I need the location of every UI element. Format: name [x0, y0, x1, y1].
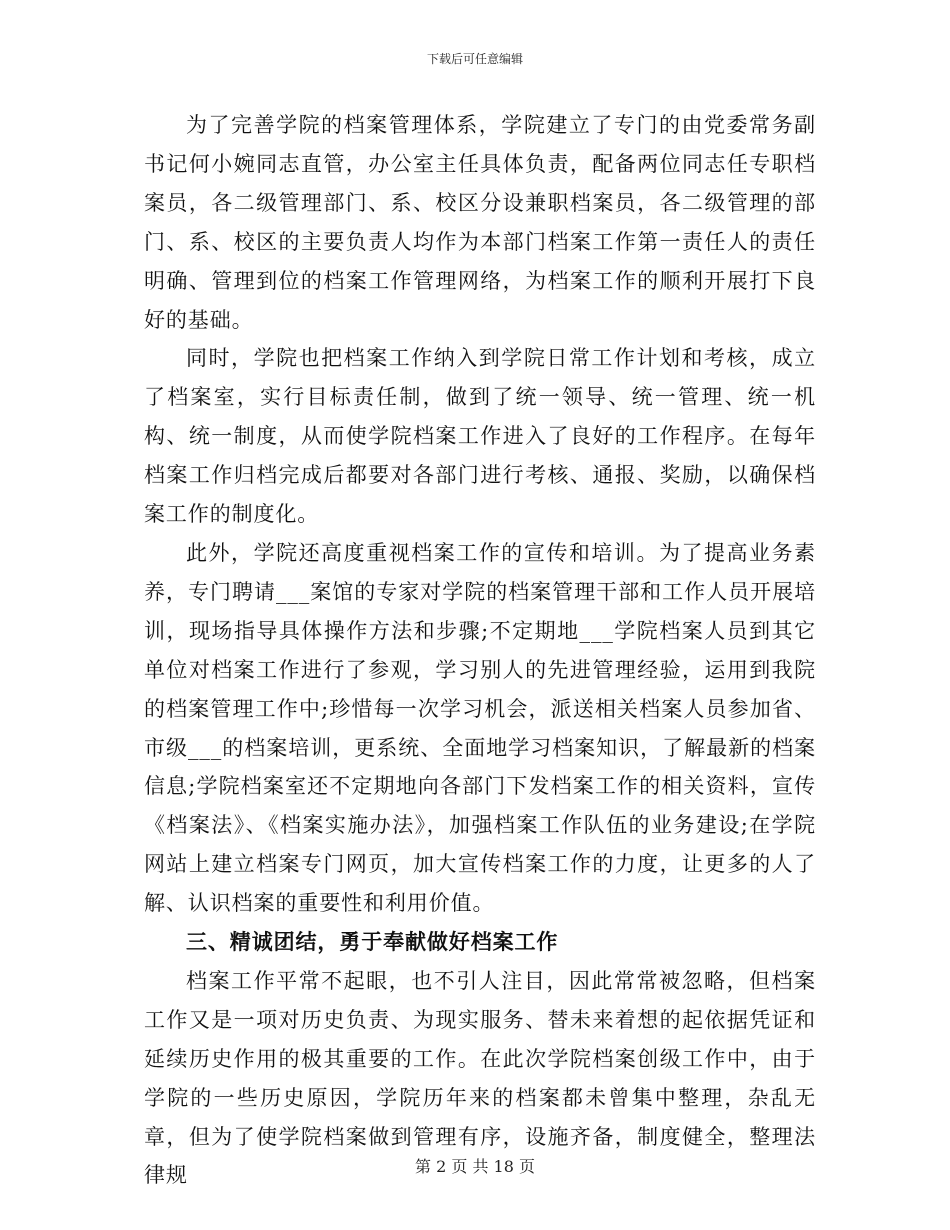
page-header: 下载后可任意编辑: [426, 52, 523, 66]
paragraph-archive-room: 同时，学院也把档案工作纳入到学院日常工作计划和考核，成立了档案室，实行目标责任制，做到了统一领导、统一管理、统一机构、统一制度，从而使学院档案工作进入了良好的工作程序。在每年档案工作归档完成后都要对各部门进行考核、通报、奖励，以确保档案工作的制度化。: [144, 346, 816, 527]
page-footer: 第 2 页 共 18 页: [415, 1157, 535, 1176]
section-heading: 三、精诚团结，勇于奉献做好档案工作: [186, 929, 559, 955]
paragraph-dedication: 档案工作平常不起眼，也不引人注目，因此常常被忽略，但档案工作又是一项对历史负责、为现实服务、替未来着想的起依据凭证和延续历史作用的极其重要的工作。在此次学院档案创级工作中，由于学院的一些历史原因，学院历年来的档案都未曾集中整理，杂乱无章，但为了使学院档案做到管理有序，设施齐备，制度健全，整理法律规: [144, 968, 816, 1188]
paragraph-training: 此外，学院还高度重视档案工作的宣传和培训。为了提高业务素养，专门聘请___案馆的专家对学院的档案管理干部和工作人员开展培训，现场指导具体操作方法和步骤;不定期地___学院档案人员到其它单位对档案工作进行了参观，学习别人的先进管理经验，运用到我院的档案管理工作中;珍惜每一次学习机会，派送相关档案人员参加省、市级___的档案培训，更系统、全面地学习档案知识，了解最新的档案信息;学院档案室还不定期地向各部门下发档案工作的相关资料，宣传《档案法》、《档案实施办法》，加强档案工作队伍的业务建设;在学院网站上建立档案专门网页，加大宣传档案工作的力度，让更多的人了解、认识档案的重要性和利用价值。: [144, 540, 816, 916]
document-body: [144, 106, 816, 1195]
paragraph-archive-system: 为了完善学院的档案管理体系，学院建立了专门的由党委常务副书记何小婉同志直管，办公室主任具体负责，配备两位同志任专职档案员，各二级管理部门、系、校区分设兼职档案员，各二级管理的部门、系、校区的主要负责人均作为本部门档案工作第一责任人的责任明确、管理到位的档案工作管理网络，为档案工作的顺利开展打下良好的基础。: [144, 113, 816, 332]
